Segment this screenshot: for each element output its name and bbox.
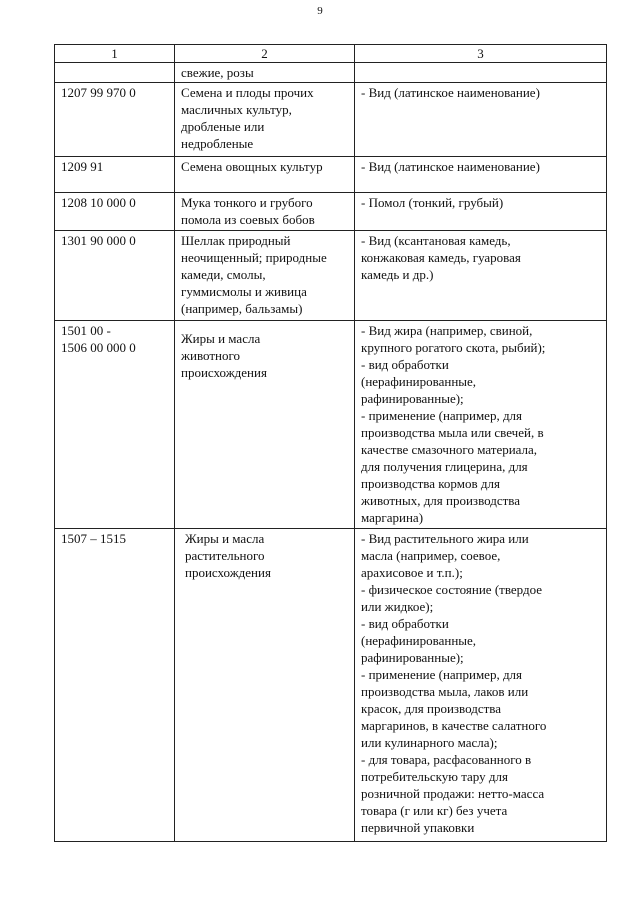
table-row [55, 157, 607, 193]
table-row [55, 63, 607, 83]
code-cell [55, 529, 175, 842]
code-text: 1501 00 - 1506 00 000 0 [61, 323, 136, 355]
code-cell [55, 193, 175, 231]
table-row [55, 321, 607, 529]
name-text: Семена и плоды прочих масличных культур, дробленые или недробленые [181, 85, 314, 151]
code-text: 1208 10 000 0 [61, 195, 136, 210]
attrs-cell [355, 529, 607, 842]
attrs-text: - Помол (тонкий, грубый) [361, 195, 504, 210]
code-text: 1507 – 1515 [61, 531, 126, 546]
table-row [55, 529, 607, 842]
attrs-text: - Вид (ксантановая камедь, конжаковая камедь, гуаровая камедь и др.) [361, 233, 521, 282]
page-number: 9 [317, 5, 323, 17]
code-cell [55, 83, 175, 157]
attrs-cell [355, 83, 607, 157]
table-row [55, 193, 607, 231]
attrs-text: - Вид жира (например, свиной, крупного рогатого скота, рыбий); - вид обработки (нерафинированные, рафинированные); - применение (например, для производства мыла или свечей, в качестве смазочного материала, для получения глицерина, для производства кормов для животных, для производства маргарина) [361, 323, 546, 525]
name-text: Жиры и масла растительного происхождения [185, 531, 271, 580]
code-cell [55, 231, 175, 321]
column-header-3: 3 [355, 45, 607, 63]
attrs-text: - Вид (латинское наименование) [361, 159, 540, 174]
table-row [55, 231, 607, 321]
code-text: 1207 99 970 0 [61, 85, 136, 100]
attrs-cell [355, 63, 607, 83]
column-header-2: 2 [175, 45, 355, 63]
name-text: Мука тонкого и грубого помола из соевых бобов [181, 195, 315, 227]
name-cell [175, 231, 355, 321]
table-header-row [55, 45, 607, 63]
code-cell [55, 321, 175, 529]
attrs-cell [355, 231, 607, 321]
attrs-text: - Вид растительного жира или масла (например, соевое, арахисовое и т.п.); - физическое состояние (твердое или жидкое); - вид обработки (нерафинированные, рафинированные); - применение (например, для производства мыла, лаков или красок, для производства маргаринов, в качестве салатного или кулинарного масла); - для товара, расфасованного в потребительскую тару для розничной продажи: нетто-масса товара (г или кг) без учета первичной упаковки [361, 531, 547, 835]
attrs-cell [355, 157, 607, 193]
name-text: свежие, розы [181, 65, 254, 80]
attrs-cell [355, 193, 607, 231]
classification-table [54, 44, 607, 842]
code-text: 1301 90 000 0 [61, 233, 136, 248]
name-text: Жиры и масла животного происхождения [181, 331, 267, 380]
code-cell [55, 157, 175, 193]
column-header-1: 1 [55, 45, 175, 63]
attrs-cell [355, 321, 607, 529]
name-text: Шеллак природный неочищенный; природные камеди, смолы, гуммисмолы и живица (например, бальзамы) [181, 233, 327, 316]
name-cell [175, 321, 355, 529]
name-cell [175, 529, 355, 842]
table-row [55, 83, 607, 157]
name-text: Семена овощных культур [181, 159, 323, 174]
code-cell [55, 63, 175, 83]
name-cell [175, 193, 355, 231]
name-cell [175, 83, 355, 157]
name-cell [175, 63, 355, 83]
attrs-text: - Вид (латинское наименование) [361, 85, 540, 100]
code-text: 1209 91 [61, 159, 104, 174]
name-cell [175, 157, 355, 193]
